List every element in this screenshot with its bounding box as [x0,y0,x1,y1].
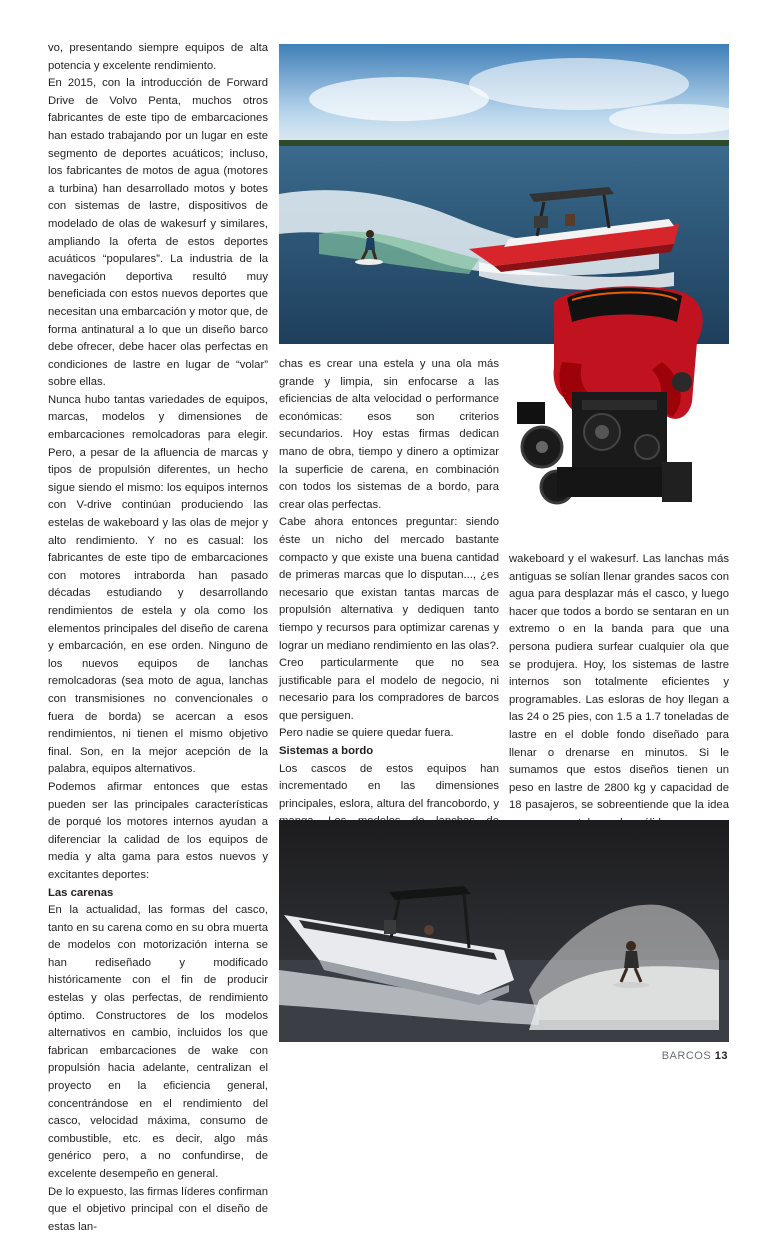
paragraph: Pero nadie se quiere quedar fuera. [279,727,454,740]
article-column-1 [48,40,268,1236]
photo-white-wake-boat-surfer [279,820,729,1042]
page-footer [662,1050,728,1062]
paragraph: Nunca hubo tantas variedades de equipos, marcas, modelos y dimensiones de embarcaciones remolcadoras para elegir. Pero, a pesar de la afluencia de marcas y tipos de propulsión diferentes, un hecho sigue siendo el mismo: los equipos internos con V-drive continúan produciendo las estelas de wakeboard y las olas de mejor y alto rendimiento. Y no es casual: los fabricantes de este tipo de embarcaciones con motores intraborda han pasado décadas estudiando y desarrollando rendimientos de estela y ola como los elementos principales del diseño de carena y embarcación, en ese orden. Ninguno de los nuevos equipos de lanchas remolcadoras (sea moto de agua, lanchas con transmisiones no convencionales o fuera de borda) se acercan a esos rendimientos, ni tienen el mismo objetivo final. Son, en la mejor acepción de la palabra, equipos alternativos. [48,393,268,776]
section-heading-sistemas-a-bordo: Sistemas a bordo [279,745,374,758]
article-column-3 [509,551,729,833]
paragraph: En 2015, con la introducción de Forward Drive de Volvo Penta, muchos otros fabricantes de este tipo de embarcaciones han estado trabajando por un lugar en este segmento de deportes acuáticos; incluso, los fabricantes de motos de agua (motores a turbina) han desarrollado motos y botes con sistemas de lastre, dispositivos de modelado de olas de wakesurf y similares, ampliando la oferta de estos deportes acuáticos “populares”. La industria de la navegación deportiva resultó muy beneficiada con estos nuevos deportes que necesitan una embarcación y motor que, de forma antinatural a lo que un diseño barco debe ofrecer, debe hacer olas perfectas en condiciones de lastre en lugar de “volar” sobre ellas. [48,77,268,389]
paragraph: vo, presentando siempre equipos de alta potencia y excelente rendimiento. [48,42,268,72]
paragraph: chas es crear una estela y una ola más grande y limpia, sin enfocarse a las eficiencias de alta velocidad o performance económicas: esos son criterios secundarios. Hoy estas firmas dedican mano de obra, tiempo y dinero a optimizar la superficie de carena, en combinación con todos los sistemas de a bordo, para crear olas perfectas. [279,358,499,511]
paragraph: Los cascos de estos equipos han incrementado en las dimensiones principales, eslora, altura del francobordo, y [279,762,499,810]
photo-vdrive-engine [512,282,717,514]
paragraph: wakeboard y el wakesurf. Las lanchas más antiguas se solían llenar grandes sacos con agua para desplazar más el casco, y luego hacer que todos a bordo se sentaran en un extremo o en la banda para que una persona pudiera surfear cualquier ola que se produjera. Hoy, los sistemas de lastre internos son totalmente eficientes y programables. Las esloras de hoy llegan a las 24 o 25 pies, con 1.5 a 1.7 toneladas de lastre en el doble fondo diseñado para llenar o drenarse en minutos. Si le sumamos que estos diseños tienen un peso en lastre de 2800 kg y capacidad de 18 pasajeros, se sobreentiende que la idea [509,553,729,812]
paragraph: Cabe ahora entonces preguntar: siendo éste un nicho del mercado bastante compacto y que existe una buena cantidad de primeras marcas que lo disputan..., ¿es necesario que existan tantas marcas de propulsión alternativa y dediquen tanto tiempo y recursos para optimizar carenas y lograr un mediano rendimiento en las olas?. Creo particularmente que no sea justificable para el modelo de negocio, ni necesario para los compradores de barcos que persiguen. [279,516,499,722]
section-heading-las-carenas: Las carenas [48,886,114,899]
page-number: 13 [714,1050,728,1062]
paragraph: De lo expuesto, las firmas líderes confirman que el objetivo principal con el diseño de estas lan- [48,1185,268,1233]
footer-section-name: BARCOS [661,1050,712,1062]
paragraph: Podemos afirmar entonces que estas pueden ser las principales características de porqué los motores internos ayudan a diferenciar la calidad de los equipos de media y alta gama para estos nuevos y excitantes deportes: [48,780,268,881]
paragraph: En la actualidad, las formas del casco, tanto en su carena como en su obra muerta de modelos con motorización interna se han rediseñado y modificado históricamente con el fin de producir estelas y olas perfectas, de rendimiento óptimo. Constructores de los modelos alternativos en cambio, incluidos los que fabrican embarcaciones de wake con propulsión hacia adelante, centralizan el proyecto en la eficiencia general, concentrándose en el rendimiento del casco, velocidad máxima, consumo de combustible, etc. es decir, algo más genérico pero, a no confundirse, de excelente desempeño en general. [48,904,268,1180]
